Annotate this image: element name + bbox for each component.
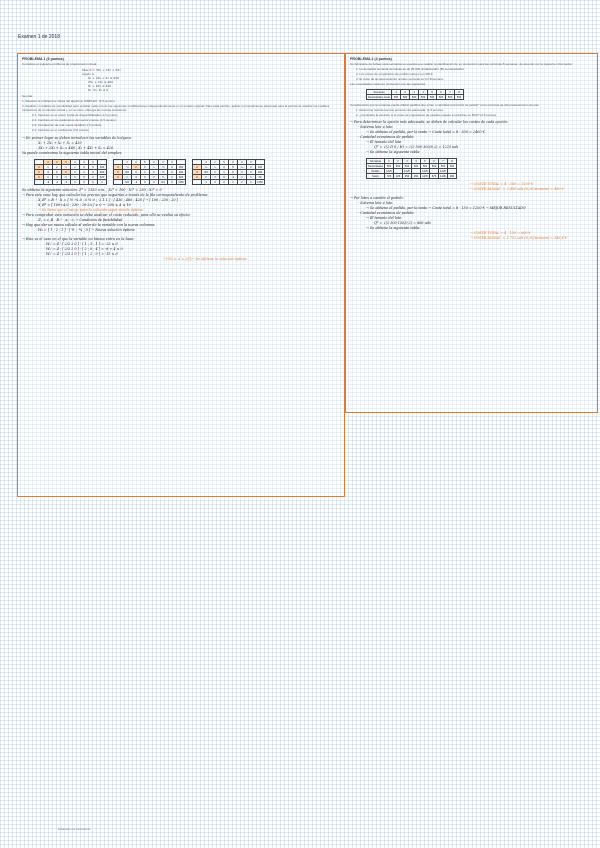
- needs-header-cell: 7: [446, 90, 455, 95]
- eoq-cell: 450: [412, 174, 421, 179]
- solution-line: Se obtiene la siguiente solución: Z* = 1350 u.m. ; X₂* = 100 ; X₃* = 230 ; X₁* = 0: [22, 188, 162, 192]
- eoq-cell: 950: [403, 174, 412, 179]
- eoq-cell: Stock: [367, 174, 385, 179]
- tasks-label: Se pide:: [22, 94, 34, 98]
- solution-line: → En primer lugar se deben introducir las variables de holgura:: [22, 136, 132, 140]
- solution-line: W₃' = 4 - [ 2/3 2 0 ] · [ 1 ; 2 ; 0 ] = -15 ≤ 0: [46, 252, 118, 256]
- model-line: Max Z = 3X₁ + 2X₂ + 5X₃: [82, 68, 121, 72]
- simplex-table-1: 3 2 5 0 0 0 0 1 2 1 1 0 0 430 0 3 0 2 0 1 0 460 0 1 4 0 0 0 1 420 -3 -2 -5 0 0 0 0: [34, 159, 107, 185]
- eoq-cell: 725: [385, 174, 394, 179]
- task-item: 1. Resolver el problema a través del algoritmo SIMPLEX. (1,5 puntos): [22, 99, 115, 103]
- solution-line: Q* = √(2·500·150/0,2) = 866 uds: [374, 221, 431, 225]
- solution-line: → El tamaño del lote:: [366, 216, 403, 220]
- needs-cell: 500: [410, 95, 419, 100]
- task-item: 2.4. Cambios en el coeficiente (0,5 puntos): [32, 128, 90, 132]
- problem-2-item: 1. La demanda semanal de bolsas es de 25.000 unidades/año (50 semanas/año): [356, 67, 464, 71]
- eoq-header-cell: 4: [412, 159, 421, 164]
- problem-1-title: PROBLEMA 1 (6 puntos): [22, 57, 64, 61]
- eoq-header-cell: 1: [385, 159, 394, 164]
- solution-line: → COSTE TOTAL = 4 · 300 = 1200 €: [470, 182, 533, 186]
- eoq-cell: 500: [403, 164, 412, 169]
- needs-cell: 500: [455, 95, 464, 100]
- solution-line: → [-50 ≤ Δ ≤ 20] → Se obtiene la solución óptima: [162, 257, 247, 261]
- eoq-header-cell: 2: [394, 159, 403, 164]
- solution-line: W₁' = 4 - [ 2/3 2 0 ] · [ 1 ; 3 ; 1 ] = -23 ≤ 0: [46, 242, 118, 246]
- problem-1-model: [82, 68, 340, 92]
- simplex-table-3: 3 2 5 0 0 0 2 -¼ 1 0 ½ -¼ 0 100 5 3/2 0 1 0 ½ 0 230 0 2 0 0 -2 1 1 20 4 0 0 1 2 0 1350: [192, 159, 265, 185]
- task-item: 2. Realizar un análisis de sensibilidad para estudiar cada una de las siguientes modificaciones independientemente en el modelo original. Para cada cambio, aplicar el procedimiento adecuado para la pertinente analizar las posibles variaciones de la solución actual y, en su caso, obtenga las nuevas soluciones:: [22, 104, 330, 112]
- eoq-cell: 1225: [404, 169, 410, 173]
- page-title: Examen 1 de 2018: [18, 34, 60, 40]
- needs-header-cell: 4: [419, 90, 428, 95]
- solution-line: - Cantidad económica de pedido:: [358, 135, 415, 139]
- problem-2-intro: Un fabricante de bolsas para senderismo necesita que realizar la planificación de su producción para las próximas 8 semanas, de acuerdo con la siguiente información:: [350, 62, 573, 66]
- solution-line: - Sistema lote a lote:: [358, 201, 394, 205]
- table-intro: Las necesidades netas de producción son las siguientes:: [350, 82, 426, 86]
- needs-table: [366, 89, 464, 100]
- model-line: X₁ + 2X₂ + X₃ ≤ 430: [88, 76, 119, 80]
- eoq-header-cell: 8: [448, 159, 457, 164]
- eoq-header-cell: Semanas: [367, 159, 385, 164]
- needs-cell: 500: [437, 95, 446, 100]
- eoq-cell: 500: [439, 164, 448, 169]
- needs-cell: 500: [419, 95, 428, 100]
- eoq-cell: 500: [385, 164, 394, 169]
- solution-line: W₂' = 4 - [ 2/3 2 0 ] · [ 2 ; 0 ; 4 ] = -8 + 4 ≤ 0: [46, 247, 123, 251]
- solution-line: → Se obtiene el pedido, por lo tanto → Coste total = 8 · 300 = 2400 €: [366, 130, 485, 134]
- eoq-table-1: [366, 158, 457, 179]
- eoq-cell: 1175: [422, 174, 428, 178]
- solution-line: - Sistema lote a lote:: [358, 125, 394, 129]
- needs-header-cell: 8: [455, 90, 464, 95]
- task-item: 2.3. Introducción de una nueva variable (1,5 puntos): [32, 123, 102, 127]
- needs-cell: 500: [428, 95, 437, 100]
- solution-line: → COSTE ALMAC. = 1.732 uds (0,2€/semana) = 346,4 €: [470, 236, 568, 240]
- eoq-cell: Necesidades: [368, 164, 383, 168]
- model-line: sujeto a: [82, 72, 94, 76]
- needs-header-cell: 6: [437, 90, 446, 95]
- solution-line: W₄ = [ 1 ; 2 ; 1 ] · [ ½ ; -¼ ; 0 ] → Nueva solución óptima: [38, 228, 135, 232]
- solution-line: → Para este caso hay que calcular los precios que seguirían a través de la fila correspondiente de problema:: [22, 193, 209, 197]
- eoq-header-cell: 5: [421, 159, 430, 164]
- question-item: 2. ¿Cambiaría la solución si el coste de preparación de pedidos pasase a reducirse un 50%? (2,5 puntos): [356, 113, 497, 117]
- solution-line: → Hay que dar un nuevo cálculo al valor de la variable con la nueva columna:: [22, 223, 156, 227]
- model-line: X₁, X₂, X₃ ≥ 0: [88, 88, 109, 92]
- eoq-cell: 1225: [422, 169, 428, 173]
- needs-header-cell: Semanas: [367, 90, 392, 95]
- solution-line: → COSTE TOTAL = 4 · 150 = 600 €: [470, 231, 531, 235]
- eoq-cell: 900: [448, 174, 457, 179]
- eoq-cell: 675: [430, 174, 439, 179]
- solution-line: → Para determinar la opción más adecuada, se deben de calcular los costes de cada opción:: [350, 120, 508, 124]
- simplex-table-2: 3 2 5 0 0 0 0 -½ 2 0 1 -½ 0 200 5 3/2 0 1 0 ½ 0 230 0 1 4 0 0 0 1 420 9/2 -2 0 0 5/2 0 1150: [113, 159, 186, 185]
- eoq-cell: 225: [394, 174, 403, 179]
- solution-line: → Este es el caso en el que la variable no básica entra en la base:: [22, 237, 135, 241]
- eoq-header-cell: 6: [430, 159, 439, 164]
- scan-footer: Escaneado con CamScanner: [58, 828, 91, 831]
- needs-header-cell: 1: [392, 90, 401, 95]
- solution-line: Z'ⱼ = c_B · B⁻¹ · aⱼ - cⱼ → Condición de factibilidad: [38, 218, 123, 222]
- problem-2-title: PROBLEMA 2 (4 puntos): [350, 57, 392, 61]
- eoq-cell: 500: [421, 164, 430, 169]
- task-item: 2.1. Cambios en el vector inicial de disponibilidades (1,5 puntos): [32, 113, 118, 117]
- solution-line: → Por lotes a cambio el pedido:: [350, 196, 404, 200]
- solution-line: X_B* = [ 100+Δ/2 ; 230 ; 20-2Δ ] ≥ 0 → -200 ≤ Δ ≤ 10: [38, 203, 131, 207]
- needs-cell: 500: [446, 95, 455, 100]
- model-line: 3X₁ + 2X₃ ≤ 460: [88, 80, 114, 84]
- problem-2-item: 2. Los costes de preparación de pedido (setup) son 300 €.: [356, 72, 434, 76]
- solution-line: X_B* = B⁻¹ · b = [ ½ -¼ 0 ; 0 ½ 0 ; -2 1 1 ] · [ 430 ; 460 ; 420 ] → [ 100 ; 230 ; 20 ]: [38, 198, 178, 202]
- problem-2-item: 3. El coste de almacenamiento unitario semanal es 0,2 €/semana.: [356, 77, 444, 81]
- page-subtitle: · · · · · · · · · · · · · · · ·: [18, 42, 47, 46]
- page-header: [18, 34, 60, 46]
- questions-intro: Considerando que la empresa puede utilizar pedidos tipo a lote o cantidad económica de pedido* como técnicas de dimensionamiento de lote:: [350, 103, 540, 107]
- model-line: X₁ + 4X₂ ≤ 420: [88, 84, 112, 88]
- solution-line: → El tamaño del lote:: [366, 140, 403, 144]
- solution-line: → Se obtiene la siguiente tabla:: [366, 150, 421, 154]
- solution-line: → Para comprobar esta variación se debe analizar el coste reducido, para ello se evalúa su efecto:: [22, 213, 191, 217]
- needs-cell: 500: [401, 95, 410, 100]
- solution-line: 3X₁ + 2X₃ + S₂ = 460 ; X₁ + 4X₂ + S₃ = 420: [38, 146, 114, 150]
- solution-line: → Se obtiene la siguiente tabla:: [366, 226, 421, 230]
- task-item: 2.2. Cambios en los parámetros del vector precios (1,5 puntos): [32, 118, 116, 122]
- eoq-cell: 1400: [440, 174, 446, 178]
- eoq-cell: 1225: [440, 169, 446, 173]
- solution-line: X₁ + 2X₂ + X₃ + S₁ = 430: [38, 141, 82, 145]
- eoq-cell: 500: [394, 164, 403, 169]
- eoq-header-cell: 3: [403, 159, 412, 164]
- needs-cell: 500: [392, 95, 401, 100]
- eoq-cell: 1225: [386, 169, 392, 173]
- solution-line: → Se obtiene el pedido, por lo tanto → Coste total = 8 · 150 = 1200 € → MEJOR RESULTADO: [366, 206, 526, 210]
- question-item: 1. Determine cuál de las dos sería la más adecuada. (1,5 puntos): [356, 108, 443, 112]
- solution-line: Ya puede construirse la siguiente tabla inicial del simplex:: [22, 151, 123, 155]
- needs-header-cell: 3: [410, 90, 419, 95]
- eoq-cell: 500: [430, 164, 439, 169]
- solution-line: → Se tiene que el rango para la solución sigue siendo óptima.: [38, 208, 144, 212]
- solution-line: Q* = √(2·D·S / H) = √(2·500·300/0,2) = 1225 uds: [374, 145, 459, 149]
- problem-1-intro: Considere el siguiente problema de programación lineal:: [22, 62, 98, 66]
- needs-header-cell: 5: [428, 90, 437, 95]
- eoq-cell: 500: [412, 164, 421, 169]
- problem-2-box: [345, 53, 598, 413]
- needs-header-cell: 2: [401, 90, 410, 95]
- problem-1-box: [17, 53, 345, 497]
- simplex-tableaux: [34, 159, 340, 185]
- eoq-cell: 500: [448, 164, 457, 169]
- solution-line: - Cantidad económica de pedido:: [358, 211, 415, 215]
- needs-row-label: Necesidades netas: [368, 95, 391, 99]
- solution-line: → COSTE ALMAC. = 2.450 uds (0,2€/semana) = 490 €: [470, 187, 564, 191]
- eoq-cell: Pedido: [367, 169, 385, 174]
- eoq-header-cell: 7: [439, 159, 448, 164]
